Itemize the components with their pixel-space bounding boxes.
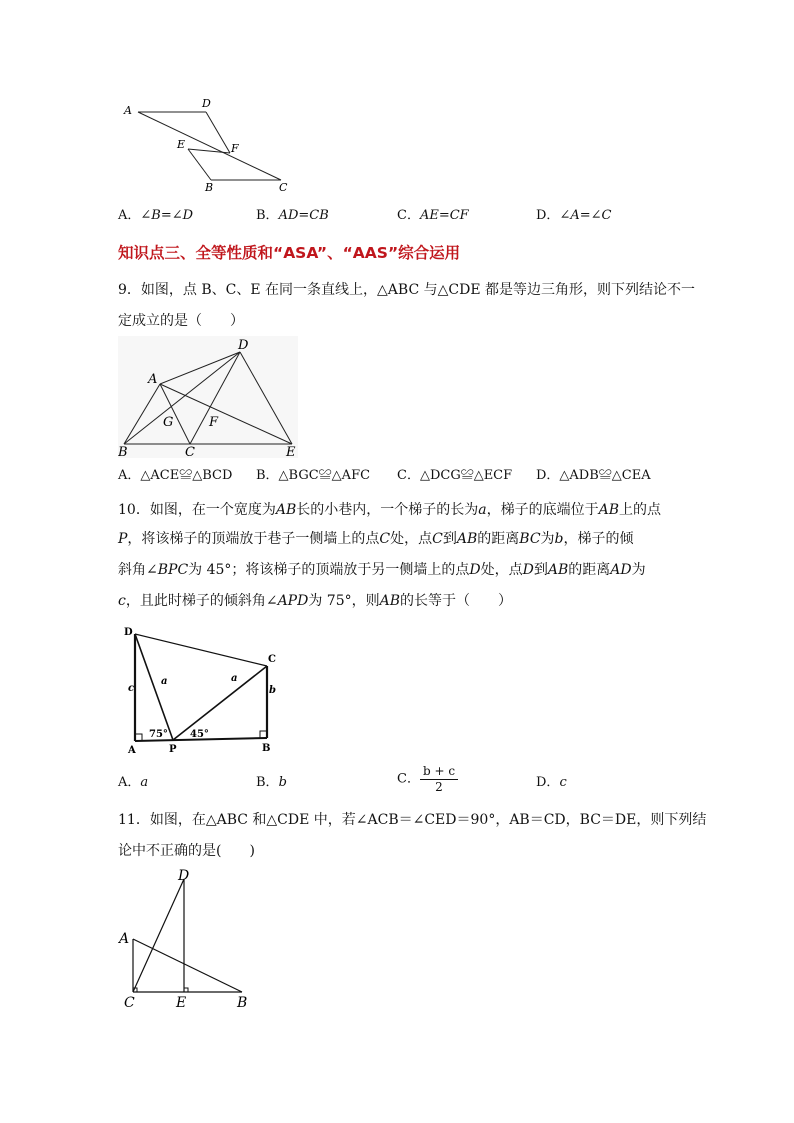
q10-stem-line4 xyxy=(118,591,512,611)
q10-text: 10．如图，在一个宽度为 xyxy=(118,502,276,518)
q10-option-d-prefix: D． xyxy=(536,775,560,790)
fig10-label-a: A xyxy=(128,745,136,756)
q10-text: ，将该梯子的顶端放于巷子一侧墙上的点 xyxy=(127,531,380,547)
fig11-segment-ab xyxy=(133,939,242,992)
q10-option-b-prefix: B． xyxy=(256,775,279,790)
q10-math: ∠BPC xyxy=(146,562,189,578)
fig9-label-d: D xyxy=(238,338,249,353)
fig11-label-a: A xyxy=(119,931,130,947)
q8-option-a[interactable] xyxy=(118,206,193,226)
q10-text: ，梯子的底端位于 xyxy=(486,502,599,518)
q10-math: AB xyxy=(547,562,569,578)
q11-stem-line1: 11．如图，在△ABC 和△CDE 中，若∠ACB＝∠CED＝90°，AB＝CD，BC＝DE，则下列结 xyxy=(118,812,707,828)
q10-text: 到 xyxy=(442,531,457,547)
fig10-label-angle-45: 45° xyxy=(190,729,209,740)
fig8-label-f: F xyxy=(231,142,239,155)
q8-option-d-prefix: D． xyxy=(536,208,560,223)
q10-option-b[interactable] xyxy=(256,773,287,793)
q8-option-c-text: AE=CF xyxy=(419,208,469,223)
fig8-segment-ef xyxy=(188,149,230,153)
q10-option-c-denominator: 2 xyxy=(435,780,443,794)
q8-option-b-prefix: B． xyxy=(256,208,279,223)
q10-option-c-fraction xyxy=(420,764,458,795)
figure-q8 xyxy=(118,95,298,195)
fig10-ladder-pd xyxy=(135,634,173,740)
q10-text: 为 xyxy=(540,531,555,547)
q10-math: C xyxy=(432,531,443,547)
q10-option-b-value: b xyxy=(278,775,287,790)
fig10-label-angle-75: 75° xyxy=(149,729,168,740)
fig10-ladder-pc xyxy=(173,666,267,740)
q10-text: 处，点 xyxy=(390,531,433,547)
q8-option-b[interactable] xyxy=(256,206,329,226)
q10-text: 上的点 xyxy=(619,502,661,518)
figure-q9 xyxy=(118,336,298,458)
fig9-label-f: F xyxy=(209,415,219,430)
fig8-label-b: B xyxy=(205,181,214,194)
q10-math: AD xyxy=(610,562,632,578)
q10-option-d-value: c xyxy=(559,775,567,790)
figure-q11 xyxy=(116,862,266,1012)
q10-math: P xyxy=(118,531,128,547)
fig8-label-c: C xyxy=(279,181,288,194)
q10-option-c[interactable] xyxy=(397,764,458,795)
q10-text: 的距离 xyxy=(568,562,611,578)
q10-math: BC xyxy=(519,531,541,547)
q10-math: C xyxy=(379,531,391,547)
q10-option-d[interactable] xyxy=(536,773,567,793)
q10-option-c-numerator: b + c xyxy=(420,764,458,780)
fig8-segment-eb xyxy=(188,149,211,180)
q8-option-a-prefix: A． xyxy=(118,208,141,223)
q9-option-d[interactable]: D．△ADB≌△CEA xyxy=(536,468,651,483)
fig11-label-c: C xyxy=(124,995,135,1011)
q10-text: 处，点 xyxy=(480,562,523,578)
q9-option-c[interactable]: C．△DCG≌△ECF xyxy=(397,468,513,483)
q8-option-b-text: AD=CB xyxy=(278,208,329,223)
fig10-label-c: C xyxy=(268,654,276,665)
fig10-label-p: P xyxy=(169,744,177,755)
q10-math: b xyxy=(554,531,564,547)
q10-text: ，梯子的倾 xyxy=(563,531,634,547)
fig8-segment-df xyxy=(206,112,230,153)
q9-stem-line1: 9．如图，点 B、C、E 在同一条直线上，△ABC 与△CDE 都是等边三角形，则下列结论不一 xyxy=(118,282,695,298)
q10-math: c xyxy=(118,593,126,609)
fig9-label-g: G xyxy=(163,415,174,430)
fig8-label-a: A xyxy=(124,104,132,117)
q10-math: a xyxy=(478,502,487,518)
fig11-label-d: D xyxy=(178,868,190,884)
fig11-label-e: E xyxy=(176,995,187,1011)
q10-option-c-prefix: C． xyxy=(397,771,420,787)
q10-option-a-value: a xyxy=(140,775,149,790)
q10-text: 斜角 xyxy=(118,562,146,578)
q10-option-a[interactable] xyxy=(118,773,148,793)
q10-stem-line2 xyxy=(118,529,634,549)
fig11-segment-cd xyxy=(133,879,184,992)
q10-math: ∠APD xyxy=(265,593,309,609)
q10-option-a-prefix: A． xyxy=(118,775,141,790)
q8-option-d[interactable] xyxy=(536,206,611,226)
q10-math: AB xyxy=(379,593,401,609)
q10-math: D xyxy=(522,562,534,578)
q10-text: 的长等于（ ） xyxy=(400,593,513,609)
q10-math: D xyxy=(469,562,481,578)
fig10-segment-dc xyxy=(135,634,267,666)
q10-math: AB xyxy=(598,502,619,518)
fig10-label-a-left: a xyxy=(161,676,168,687)
q10-text: 到 xyxy=(533,562,548,578)
q10-text: 长的小巷内，一个梯子的长为 xyxy=(296,502,479,518)
q9-option-a[interactable]: A．△ACE≌△BCD xyxy=(118,468,233,483)
q10-text: 为 45°；将该梯子的顶端放于另一侧墙上的点 xyxy=(188,562,470,578)
q9-option-b[interactable]: B．△BGC≌△AFC xyxy=(256,468,371,483)
q10-text: 的距离 xyxy=(477,531,520,547)
fig10-label-c-length: c xyxy=(128,683,135,694)
q8-option-c[interactable] xyxy=(397,206,469,226)
fig10-label-d: D xyxy=(124,627,133,638)
section-heading: 知识点三、全等性质和“ASA”、“AAS”综合运用 xyxy=(118,244,461,262)
fig10-label-b-length: b xyxy=(269,685,276,696)
q10-stem-line3 xyxy=(118,560,646,580)
fig11-label-b: B xyxy=(237,995,248,1011)
q10-text: 为 xyxy=(631,562,646,578)
fig9-label-c: C xyxy=(185,445,195,458)
q10-text: ，且此时梯子的倾斜角 xyxy=(125,593,266,609)
q10-stem-line1 xyxy=(118,500,661,520)
q11-stem-line2: 论中不正确的是( ) xyxy=(118,843,255,859)
q10-math: AB xyxy=(456,531,478,547)
q8-option-a-text: ∠B=∠D xyxy=(140,208,194,223)
fig8-label-e: E xyxy=(177,138,186,151)
figure-q10 xyxy=(118,620,288,758)
fig9-label-b: B xyxy=(118,445,128,458)
fig8-label-d: D xyxy=(202,97,211,110)
fig9-label-e: E xyxy=(286,445,296,458)
fig10-label-b: B xyxy=(262,743,271,754)
fig9-label-a: A xyxy=(148,372,158,387)
fig10-label-a-right: a xyxy=(231,673,238,684)
q8-option-d-text: ∠A=∠C xyxy=(559,208,612,223)
q8-option-c-prefix: C． xyxy=(397,208,420,223)
fig8-segment-ac xyxy=(138,112,281,180)
q10-text: 为 75°，则 xyxy=(308,593,380,609)
q10-math: AB xyxy=(275,502,297,518)
q9-stem-line2: 定成立的是（ ） xyxy=(118,313,244,329)
